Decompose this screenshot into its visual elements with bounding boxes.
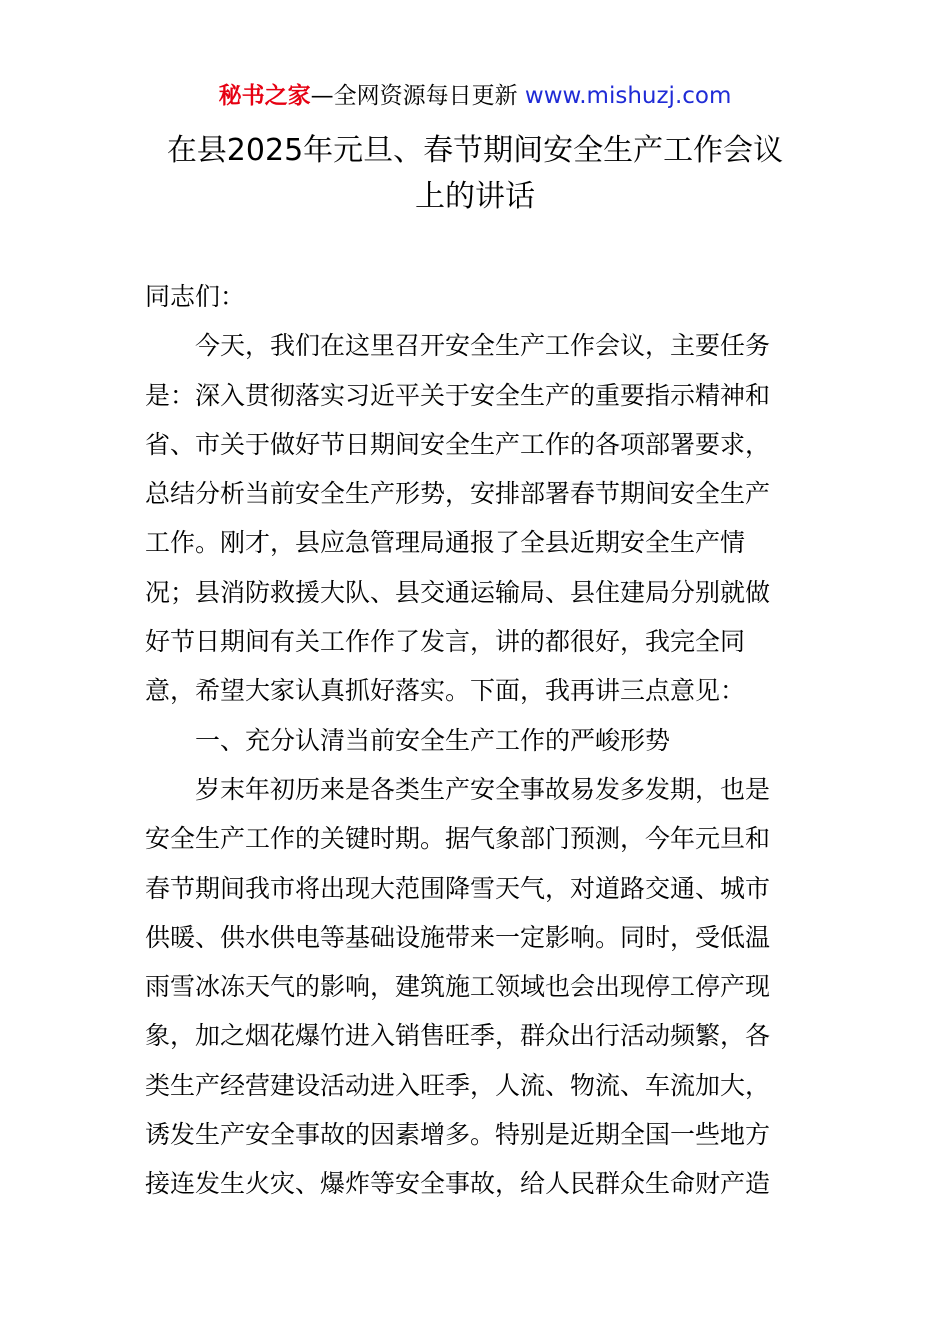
site-brand: 秘书之家 xyxy=(218,83,311,109)
paragraph-line: 今天，我们在这里召开安全生产工作会议，主要任务 xyxy=(195,331,771,361)
paragraph-line: 好节日期间有关工作作了发言，讲的都很好，我完全同 xyxy=(145,627,746,657)
paragraph-line: 工作。刚才，县应急管理局通报了全县近期安全生产情 xyxy=(145,528,746,558)
paragraph-line: 接连发生火灾、爆炸等安全事故，给人民群众生命财产造 xyxy=(145,1169,771,1199)
paragraph-line: 安全生产工作的关键时期。据气象部门预测，今年元旦和 xyxy=(145,824,771,854)
paragraph-line: 供暖、供水供电等基础设施带来一定影响。同时，受低温 xyxy=(145,922,771,952)
paragraph-line: 意，希望大家认真抓好落实。下面，我再讲三点意见： xyxy=(145,676,746,706)
paragraph-line: 类生产经营建设活动进入旺季，人流、物流、车流加大， xyxy=(145,1070,771,1100)
paragraph-line: 雨雪冰冻天气的影响，建筑施工领域也会出现停工停产现 xyxy=(145,972,771,1002)
site-header xyxy=(0,80,950,112)
paragraph-line: 况；县消防救援大队、县交通运输局、县住建局分别就做 xyxy=(145,577,771,607)
document-title-line-2: 上的讲话 xyxy=(415,179,535,214)
paragraph-line: 省、市关于做好节日期间安全生产工作的各项部署要求， xyxy=(145,429,771,459)
paragraph-line: 诱发生产安全事故的因素增多。特别是近期全国一些地方 xyxy=(145,1120,771,1150)
paragraph-line: 是：深入贯彻落实习近平关于安全生产的重要指示精神和 xyxy=(145,380,771,410)
document-title-line-1: 在县2025年元旦、春节期间安全生产工作会议 xyxy=(166,133,784,168)
section-heading: 一、充分认清当前安全生产工作的严峻形势 xyxy=(195,725,671,755)
paragraph-line: 岁末年初历来是各类生产安全事故易发多发期，也是 xyxy=(195,774,771,804)
salutation: 同志们： xyxy=(145,282,246,311)
site-url-link[interactable]: www.mishuzj.com xyxy=(524,83,732,109)
paragraph-line: 象，加之烟花爆竹进入销售旺季，群众出行活动频繁，各 xyxy=(145,1021,771,1051)
paragraph-line: 总结分析当前安全生产形势，安排部署春节期间安全生产 xyxy=(145,479,771,509)
document-body xyxy=(145,272,815,1209)
paragraph-line: 春节期间我市将出现大范围降雪天气，对道路交通、城市 xyxy=(145,873,771,903)
site-tagline: —全网资源每日更新 xyxy=(310,83,525,109)
document-title xyxy=(100,128,850,220)
